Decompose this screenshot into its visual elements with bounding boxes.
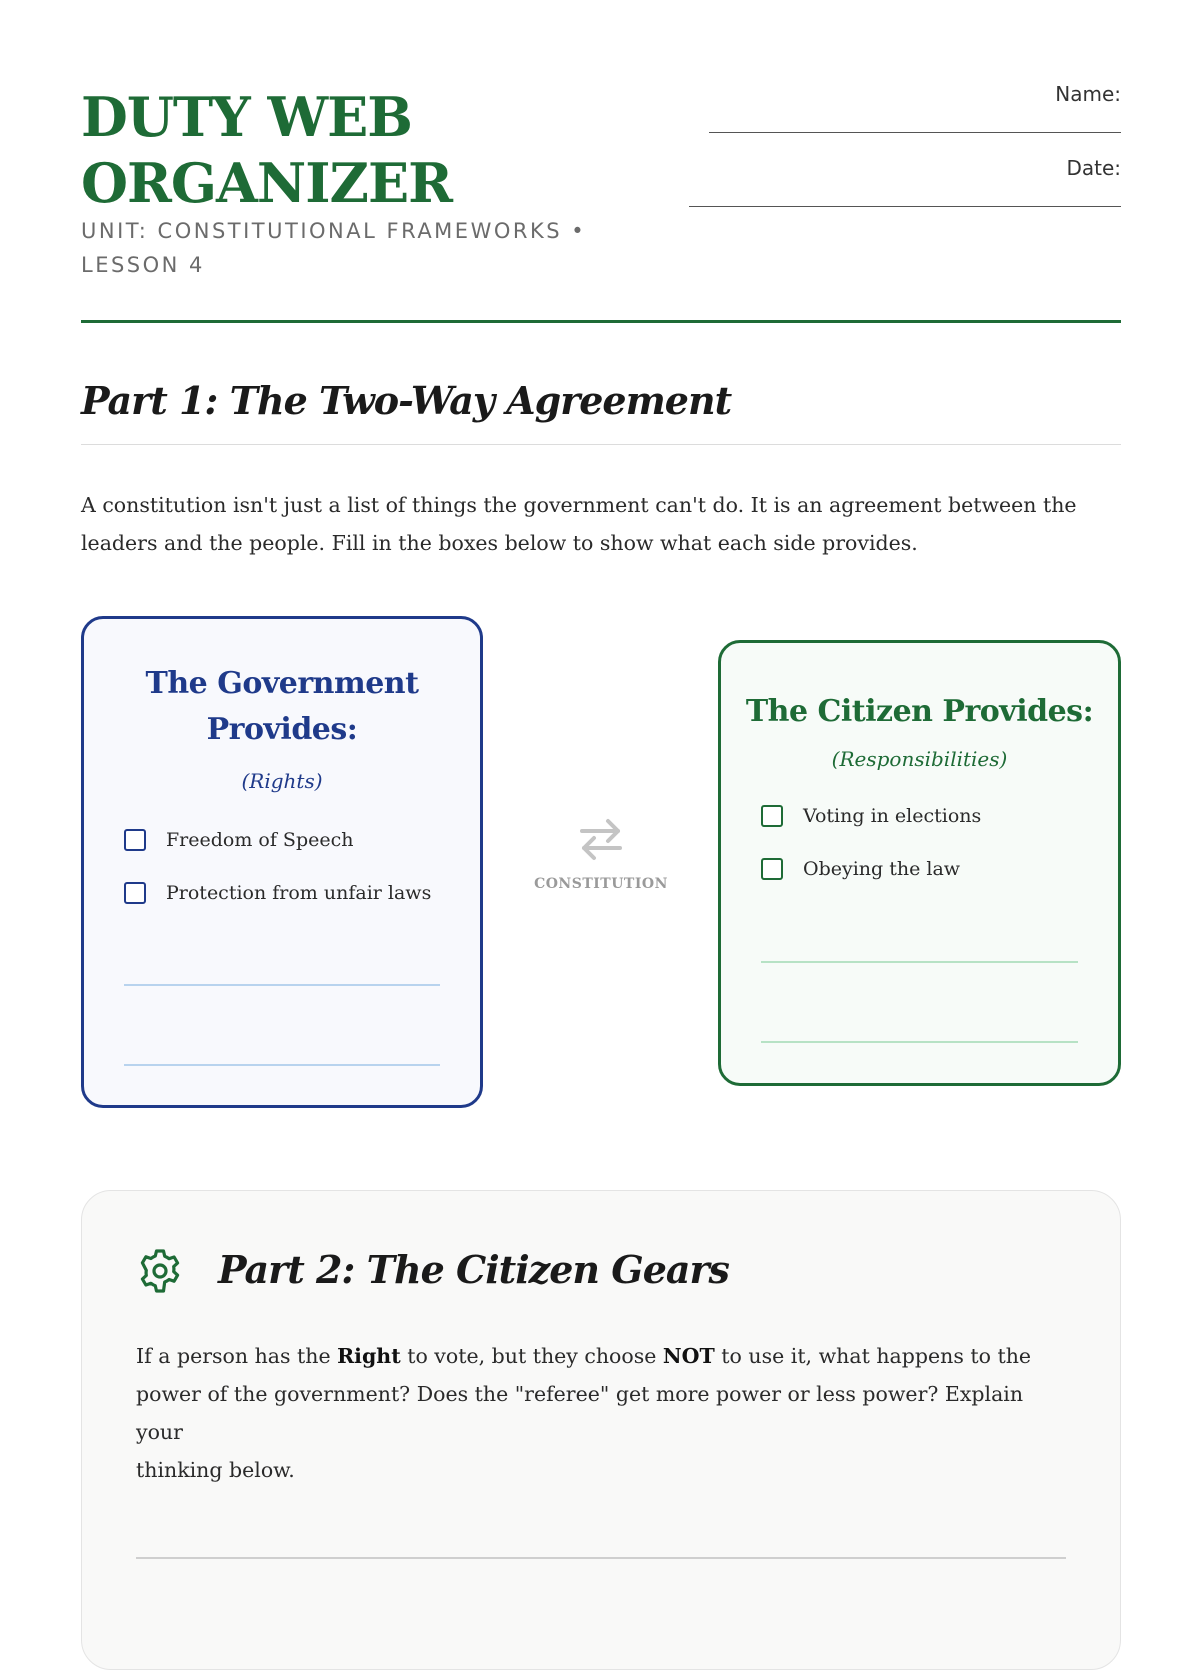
- citizen-item-label: Obeying the law: [803, 858, 961, 880]
- government-box-subtitle: (Rights): [241, 769, 323, 793]
- worksheet-header: [81, 0, 1121, 326]
- part2-prompt: [136, 1337, 1076, 1489]
- lesson-label: LESSON 4: [81, 253, 205, 277]
- page-title-line1: DUTY WEB: [81, 85, 412, 149]
- citizen-write-line-2[interactable]: [761, 1041, 1078, 1043]
- part1-instructions-line1: A constitution isn't just a list of things the government can't do. It is an agreement between the: [81, 493, 1077, 517]
- citizen-item-2: [761, 854, 960, 884]
- government-provides-box: [81, 616, 483, 1108]
- name-label: Name:: [1055, 82, 1121, 106]
- government-item-label: Protection from unfair laws: [166, 882, 432, 904]
- part1-divider: [81, 444, 1121, 445]
- header-divider: [81, 320, 1121, 323]
- prompt-text-3: to use it, what happens to the: [714, 1344, 1032, 1368]
- arrows-exchange-icon: [578, 816, 624, 862]
- part1-instructions: [81, 486, 1121, 562]
- prompt-bold-right: Right: [337, 1344, 401, 1368]
- page-title-line2: ORGANIZER: [81, 151, 453, 215]
- gear-icon: [136, 1247, 184, 1295]
- unit-lesson-label: [81, 214, 641, 282]
- constitution-label: CONSTITUTION: [534, 876, 668, 892]
- part1-heading: Part 1: The Two-Way Agreement: [81, 378, 732, 423]
- prompt-text-4: power of the government? Does the "referee" get more power or less power? Explain your: [136, 1382, 1024, 1444]
- prompt-text-2: to vote, but they choose: [400, 1344, 663, 1368]
- part2-answer-line[interactable]: [136, 1557, 1066, 1559]
- government-box-title-line2: Provides:: [206, 712, 358, 747]
- date-field[interactable]: [689, 206, 1121, 207]
- government-box-title-line1: The Government: [145, 666, 419, 701]
- government-write-line-1[interactable]: [124, 984, 440, 986]
- name-field[interactable]: [709, 132, 1121, 133]
- unit-label: UNIT: CONSTITUTIONAL FRAMEWORKS •: [81, 219, 587, 243]
- citizen-write-line-1[interactable]: [761, 961, 1078, 963]
- worksheet-page: [81, 0, 1121, 1482]
- government-item-2: [124, 878, 431, 908]
- citizen-box-subtitle: (Responsibilities): [831, 747, 1008, 771]
- prompt-text-1: If a person has the: [136, 1344, 338, 1368]
- government-item-label: Freedom of Speech: [166, 829, 354, 851]
- citizen-box-title: The Citizen Provides:: [745, 694, 1094, 729]
- checkbox[interactable]: [124, 829, 146, 851]
- part2-section: [81, 1190, 1121, 1670]
- checkbox[interactable]: [761, 858, 783, 880]
- prompt-bold-not: NOT: [662, 1344, 715, 1368]
- constitution-connector: [521, 816, 681, 892]
- citizen-provides-box: [718, 640, 1121, 1086]
- citizen-item-1: [761, 801, 981, 831]
- checkbox[interactable]: [124, 882, 146, 904]
- government-write-line-2[interactable]: [124, 1064, 440, 1066]
- government-item-1: [124, 825, 353, 855]
- prompt-text-5: thinking below.: [136, 1458, 295, 1482]
- checkbox[interactable]: [761, 805, 783, 827]
- government-box-title: [104, 661, 460, 753]
- page-title: [81, 84, 641, 216]
- part1-instructions-line2: leaders and the people. Fill in the boxes below to show what each side provides.: [81, 531, 918, 555]
- citizen-item-label: Voting in elections: [803, 805, 982, 827]
- part2-heading: Part 2: The Citizen Gears: [218, 1247, 729, 1292]
- date-label: Date:: [1066, 156, 1121, 180]
